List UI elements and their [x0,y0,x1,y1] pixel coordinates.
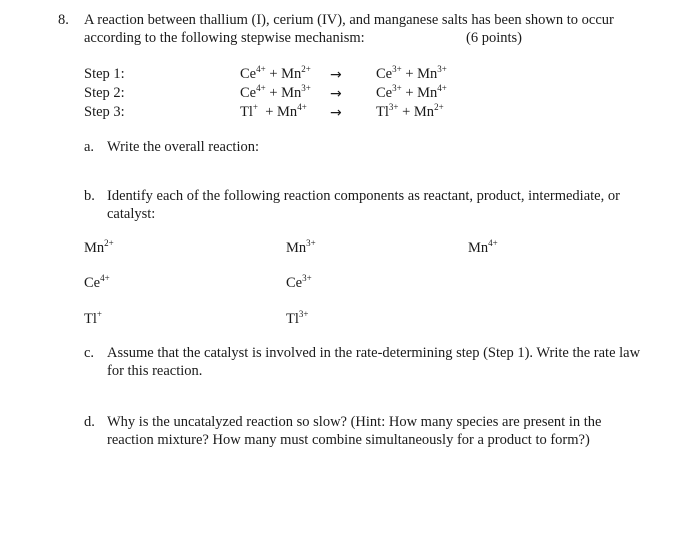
species-item [286,311,308,328]
species-charge: 4+ [297,102,307,113]
species-item [286,275,312,292]
species-symbol: Ce [376,85,393,101]
part-c-text-line1: Assume that the catalyst is involved in the rate-determining step (Step 1). Write the rate law [107,345,641,361]
part-c-letter: c. [84,345,95,361]
question-intro-line1: A reaction between thallium (I), cerium (IV), and manganese salts has been shown to occur [84,12,614,28]
part-b-letter: b. [84,188,95,204]
reaction-arrow: → [330,105,342,121]
species-symbol: Ce [240,66,257,82]
species-item [84,275,110,292]
species-charge: + [96,309,102,320]
species-charge: 2+ [434,102,444,113]
species-charge: 3+ [302,273,312,284]
part-d-letter: d. [84,414,95,430]
species-charge: 2+ [301,64,311,75]
species-item [286,240,316,257]
question-points: (6 points) [466,30,522,46]
species-charge: 4+ [256,83,266,94]
species-charge: 3+ [392,64,402,75]
species-symbol: Mn [468,240,489,256]
step-reactants: $Tl^+ + Mn^{4+}$ [240,102,307,120]
species-item [84,311,102,328]
part-a-text: Write the overall reaction: [107,139,259,155]
step-label: Step 1: [84,66,125,82]
species-charge: 4+ [437,83,447,94]
step-reactants: $Ce^{4+} + Mn^{2+}$ [240,64,311,82]
reaction-arrow: → [330,67,342,83]
question-intro-line2: according to the following stepwise mechanism: [84,30,365,46]
step-products: $Ce^{3+} + Mn^{3+}$ [376,64,447,82]
species-charge: 3+ [298,309,309,320]
part-a-letter: a. [84,139,95,155]
species-symbol: Ce [240,85,257,101]
part-d-text-line2: reaction mixture? How many must combine simultaneously for a product to form?) [107,432,590,448]
species-symbol: Mn [281,66,302,82]
species-symbol: Tl [84,311,97,327]
species-charge: 3+ [437,64,447,75]
species-item [84,240,114,257]
species-charge: 3+ [388,102,399,113]
species-symbol: Ce [286,275,303,291]
species-symbol: Mn [417,85,438,101]
species-item [468,240,498,257]
species-charge: + [252,102,258,113]
part-c-text-line2: for this reaction. [107,363,203,379]
species-charge: 4+ [256,64,266,75]
question-number: 8. [58,12,69,28]
species-charge: 3+ [306,238,316,249]
species-symbol: Ce [84,275,101,291]
step-products: $Ce^{3+} + Mn^{4+}$ [376,83,447,101]
species-charge: 3+ [301,83,311,94]
species-charge: 4+ [100,273,110,284]
step-products: $Tl^{3+} + Mn^{2+}$ [376,102,444,120]
part-d-text-line1: Why is the uncatalyzed reaction so slow? (Hint: How many species are present in the [107,414,602,430]
step-label: Step 2: [84,85,125,101]
step-reactants: $Ce^{4+} + Mn^{3+}$ [240,83,311,101]
part-b-text-line1: Identify each of the following reaction components as reactant, product, intermediate, or [107,188,620,204]
species-symbol: Mn [277,104,298,120]
species-charge: 2+ [104,238,114,249]
species-symbol: Ce [376,66,393,82]
species-symbol: Tl [240,104,253,120]
step-label: Step 3: [84,104,125,120]
species-charge: 3+ [392,83,402,94]
species-symbol: Tl [286,311,299,327]
part-b-text-line2: catalyst: [107,206,156,222]
species-symbol: Mn [413,104,435,120]
species-symbol: Mn [286,240,307,256]
species-symbol: Mn [417,66,438,82]
species-symbol: Mn [281,85,302,101]
species-symbol: Mn [84,240,105,256]
reaction-arrow: → [330,86,342,102]
species-charge: 4+ [488,238,498,249]
species-symbol: Tl [376,104,389,120]
